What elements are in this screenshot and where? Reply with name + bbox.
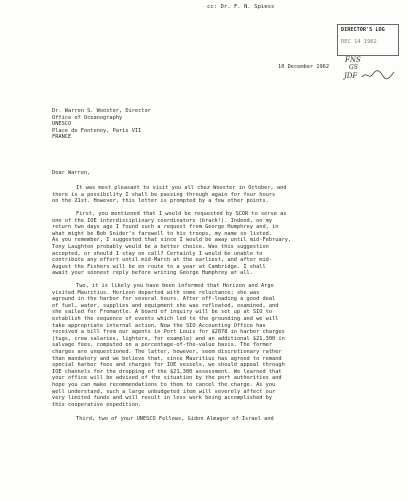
paragraph-line: First, you mentioned that I would be requested by SCOR to serve as [76, 211, 287, 217]
routing-initials-gs: GS [349, 64, 358, 71]
address-line: Office of Oceanography [52, 114, 123, 121]
stamp-title: DIRECTOR'S LOG [341, 27, 385, 33]
paragraph-line: Two, it is likely you have been informed that Horizon and Argo [76, 283, 274, 289]
paragraph-line: well understand, such a large unbudgeted item will severely affect our [52, 388, 276, 395]
paragraph-line: It was most pleasant to visit you all chez Wooster in October, and [76, 185, 287, 191]
cc-line: cc: Dr. F. N. Spiess [207, 4, 275, 10]
paragraph-line: return two days ago I found such a request from George Humphrey and, in [52, 224, 279, 231]
paragraph-2 [52, 211, 291, 277]
address-line: Dr. Warren S. Wooster, Director [52, 108, 151, 114]
recipient-address [52, 108, 151, 141]
paragraph-4 [52, 416, 274, 423]
paragraph-line: visited Mauritius. Horizon departed with some reluctance; she was [52, 289, 260, 296]
paragraph-line: than mandatory and we believe that, since Mauritius has agreed to remand [52, 355, 282, 362]
paragraph-line: Tony Laughton probably would be a better choice. Was this suggestion [52, 243, 269, 250]
paragraph-line: Third, two of your UNESCO Fellows, Gidon Almagor of Israel and [76, 416, 274, 422]
routing-initials-jdf: JDF [344, 72, 358, 80]
paragraph-line: establish the sequence of events which led to the grounding and we will [52, 315, 279, 322]
paragraph-line: hope you can make recommendations to them to cancel the charge. As you [52, 381, 276, 388]
paragraph-line: take appropriate internal action. Now the SIO Accounting Office has [52, 322, 266, 329]
paragraph-line: (tugs, crew salaries, lighters, for example) and an additional $21,300 in [52, 335, 285, 342]
paragraph-line: this cooperative expedition. [52, 401, 142, 408]
address-line: UNESCO [52, 121, 72, 128]
paragraph-line: await your soonest reply before writing George Humphrey at all. [52, 270, 253, 277]
paragraph-line: special harbor fees and charges for IOE vessels, we should appeal through [52, 362, 285, 369]
address-line: FRANCE [52, 134, 72, 141]
paragraph-line: very limited funds and will result in less work being accomplished by [52, 395, 273, 402]
paragraph-line: As you remember, I suggested that since I would be away until mid-February, [52, 237, 292, 244]
paragraph-line: what might be Bob Snider's farewell to his troops, my name so listed. [52, 230, 273, 237]
paragraph-line: contribute any effort until mid-March at the earliest, and after mid- [52, 257, 273, 264]
handwritten-signature-mark [360, 68, 396, 82]
paragraph-line: salvage fees, computed on a percentage-of-the-value basis. The former [52, 342, 273, 349]
letter-date: 10 December 1962 [278, 64, 330, 70]
paragraph-line: one of the IOE interdisciplinary coordinators (brack!). Indeed, on my [52, 217, 273, 224]
routing-initials-fns: FNS [345, 56, 361, 64]
paragraph-line: there is a possibility I shall be passing through again for four hours [52, 191, 276, 198]
paragraph-line: accepted, or should I stay on call? Certainly I would be unable to [52, 250, 263, 257]
paragraph-line: of fuel, water, supplies and equipment she was refloated, examined, and [52, 302, 279, 309]
paragraph-line: August the Fishers will be en route to a year at Cambridge. I shall [52, 263, 266, 270]
paragraph-1 [52, 185, 286, 205]
paragraph-line: she sailed for Fremantle. A board of inquiry will be set up at SIO to [52, 309, 273, 316]
stamp-date: DEC 14 1962 [341, 39, 377, 45]
paragraph-line: charges are unquestioned. The latter, however, seem discretionary rather [52, 348, 282, 355]
paragraph-line: your office will be advised of the situation by the port authorities and [52, 375, 282, 382]
paragraph-line: IOE channels for the dropping of the $21,300 assessment. We learned that [52, 368, 282, 375]
paragraph-line: on the 21st. However, this letter is prompted by a few other points. [52, 198, 269, 205]
address-line: Place de Fontenoy, Paris VII [52, 127, 142, 134]
directors-log-stamp [337, 24, 399, 56]
paragraph-line: aground in the harbor for several hours. After off-loading a good deal [52, 296, 276, 303]
salutation: Dear Warren, [52, 170, 91, 176]
paragraph-line: received a bill from our agents in Port Louis for $2078 in harbor charges [52, 329, 285, 336]
paragraph-3 [52, 283, 285, 408]
